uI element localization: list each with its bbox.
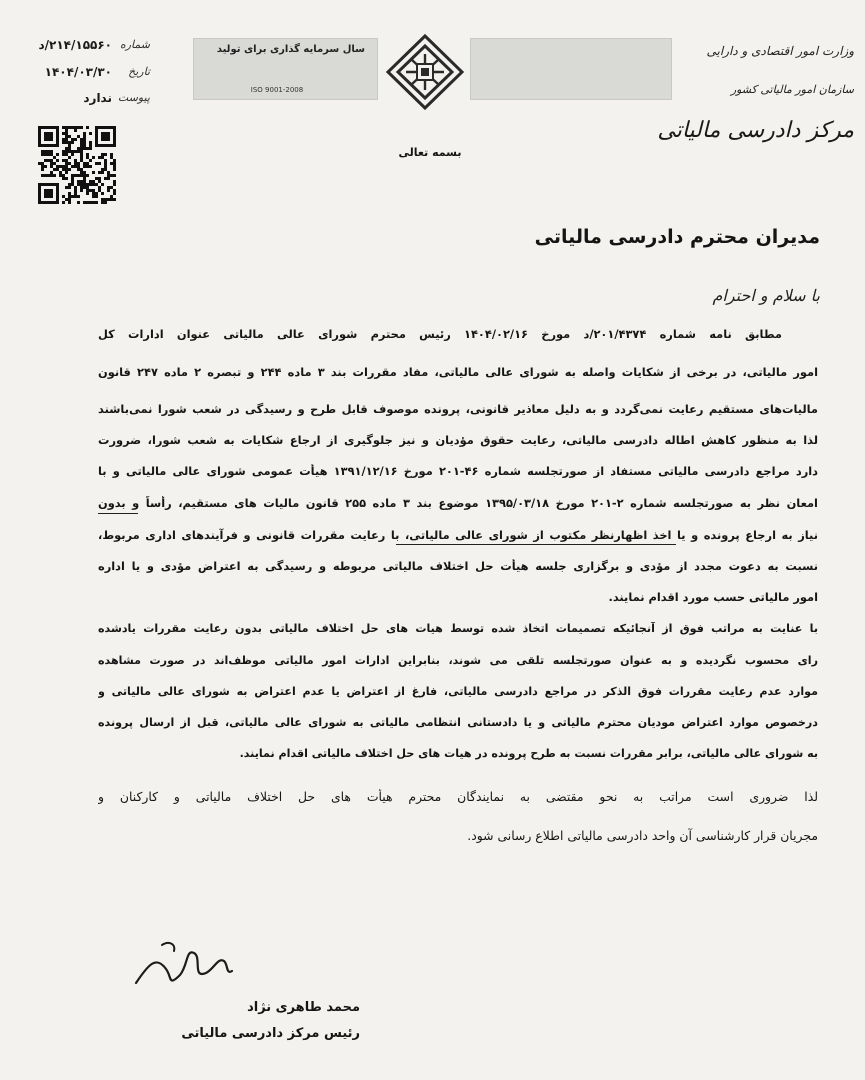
letter-date: ۱۴۰۴/۰۳/۳۰ (44, 65, 112, 79)
greeting: با سلام و احترام (712, 286, 820, 305)
handwritten-signature (128, 935, 238, 995)
attachment-label: پیوست (117, 91, 150, 104)
body-line: نسبت به دعوت مجدد از مؤدی و برگزاری جلسه هیأت حل اختلاف مالیاتی مربوطه و رسیدگی به اعتراض مؤدی و یا اداره (98, 559, 818, 573)
signer-title: رئیس مرکز دادرسی مالیاتی (181, 1026, 360, 1041)
center-name: مرکز دادرسی مالیاتی (657, 118, 854, 143)
organization-name: سازمان امور مالیاتی کشور (730, 83, 854, 96)
text-underline (98, 513, 138, 514)
text-underline (396, 544, 676, 545)
addressee: مدیران محترم دادرسی مالیاتی (534, 226, 820, 248)
body-line: با عنایت به مراتب فوق از آنجائیکه تصمیمات اتخاذ شده توسط هیات های حل اختلاف مالیاتی بدون رعایت مقررات یادشده (98, 622, 818, 635)
basmala: بسمه تعالی (398, 146, 462, 159)
body-line: امور مالیاتی، در برخی از شکایات واصله به شورای عالی مالیاتی، مفاد مقررات بند ۳ ماده ۲۴۴ و تبصره ۲ ماده ۲۴۷ قانون (98, 365, 818, 379)
iso-label: ISO 9001-2008 (250, 86, 304, 94)
number-label: شماره (119, 38, 150, 51)
attachment-row (18, 91, 150, 109)
body-line: امعان نظر به صورتجلسه شماره ۲-۲۰۱ مورخ ۱۳۹۵/۰۳/۱۸ موضوع بند ۳ ماده ۲۵۵ قانون مالیات های مستقیم، رأساً و بدون (98, 496, 818, 510)
body-line: لذا ضروری است مراتب به نحو مقتضی به نمایندگان محترم هیأت های حل اختلاف مالیاتی و کارکنان و (98, 789, 818, 804)
body-line: امور مالیاتی حسب مورد اقدام نمایند. (608, 590, 818, 604)
signer-name: محمد طاهری نژاد (247, 1000, 360, 1015)
body-line: نیاز به ارجاع پرونده و یا اخذ اظهارنظر مکتوب از شورای عالی مالیاتی، با رعایت مقررات قانونی و فرآیندهای اداری مربوط، (98, 528, 818, 542)
letterhead-band (470, 38, 672, 100)
attachment-value: ندارد (83, 91, 112, 105)
qr-code-icon (38, 126, 116, 204)
body-line: مجریان قرار کارشناسی آن واحد دادرسی مالیاتی اطلاع رسانی شود. (467, 828, 818, 843)
letter-number-row (18, 38, 150, 56)
body-line: مطابق نامه شماره ۲۰۱/۴۳۷۴/د مورخ ۱۴۰۴/۰۲/۱۶ رئیس محترم شورای عالی مالیاتی عنوان ادارات کل (98, 327, 782, 341)
official-emblem-icon (384, 32, 466, 112)
year-slogan: سال سرمایه گذاری برای تولید (216, 44, 365, 55)
date-label: تاریخ (128, 65, 150, 78)
body-line: لذا به منظور کاهش اطاله دادرسی مالیاتی، رعایت حقوق مؤدیان و نیز جلوگیری از ارجاع شکایات به شعب شورا، ضرورت (98, 433, 818, 447)
letter-date-row (18, 65, 150, 83)
body-line: به شورای عالی مالیاتی، برابر مقررات نسبت به طرح پرونده در هیات های حل اختلاف مالیاتی اقدام نمایند. (239, 747, 818, 760)
letter-number: ۲۱۴/۱۵۵۶۰/د (38, 38, 112, 52)
body-line: دارد مراجع دادرسی مالیاتی مستفاد از صورتجلسه شماره ۴۶-۲۰۱ مورخ ۱۳۹۱/۱۲/۱۶ هیأت عمومی شورای عالی مالیاتی و با (98, 464, 818, 478)
body-line: مالیات‌های مستقیم رعایت نمی‌گردد و به دلیل معاذیر قانونی، پرونده موصوف قابل طرح و رسیدگی در شعب شورا نمی‌باشند (98, 402, 818, 416)
body-line: درخصوص موارد اعتراض مودیان محترم مالیاتی و یا دادستانی انتظامی مالیاتی به شورای عالی مالیاتی، قبل از ارسال پرونده (98, 716, 818, 729)
body-line: موارد عدم رعایت مقررات فوق الذکر در مراجع دادرسی مالیاتی، فارغ از اعتراض یا عدم اعتراض به شورای عالی مالیاتی و (98, 685, 818, 698)
body-line: رای محسوب نگردیده و به عنوان صورتجلسه تلقی می شوند، بنابراین ادارات امور مالیاتی موظف‌اند در صورت مشاهده (98, 654, 818, 667)
ministry-name: وزارت امور اقتصادی و دارایی (706, 44, 854, 58)
